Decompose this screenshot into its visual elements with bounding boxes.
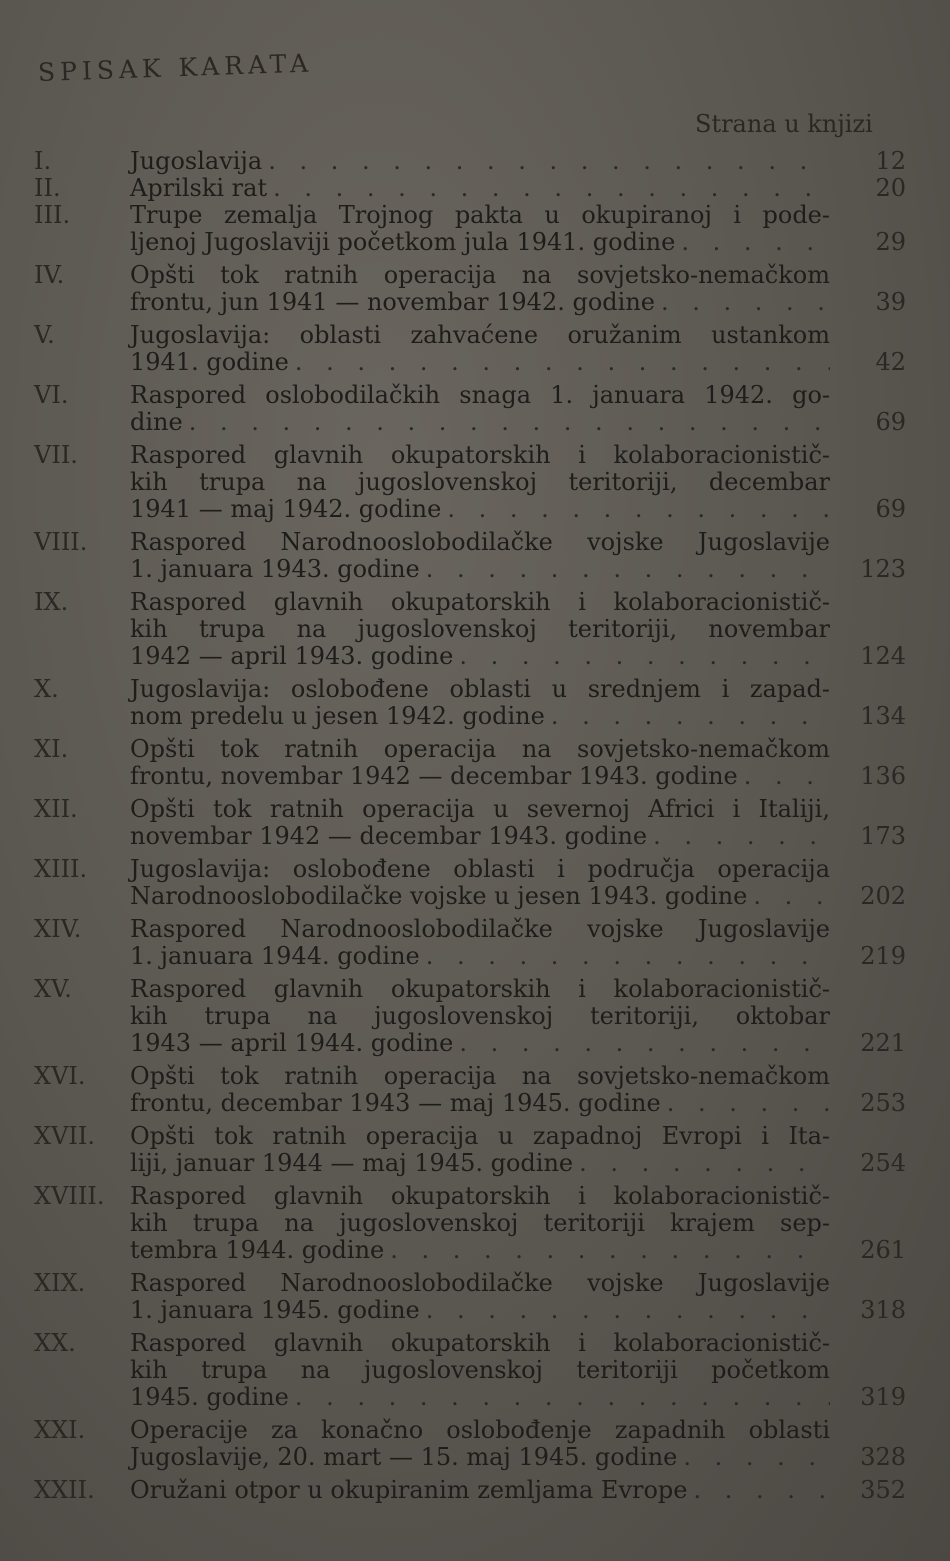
entry-title-line: Opšti tok ratnih operacija na sovjetsko-nemačkom [130,261,830,289]
entry-number: VII. [34,441,78,469]
leader-dots [551,703,830,730]
entry-title-text: novembar 1942 — decembar 1943. godine [130,822,648,850]
entry-title-last-line [130,148,830,175]
entry-title-last-line [130,643,830,670]
list-item [30,1417,910,1471]
list-item [30,736,910,790]
entry-title-line: Opšti tok ratnih operacija u severnoj Africi i Italiji, [130,795,830,823]
list-item [30,1123,910,1177]
entry-page-number: 219 [860,942,906,970]
entry-title-last-line [130,1477,830,1504]
entry-title-text: frontu, jun 1941 — novembar 1942. godine [130,288,655,316]
entry-title-last-line [130,883,830,910]
entry-title [130,856,830,910]
list-item [30,148,910,175]
entry-number: XX. [34,1329,76,1357]
maps-list [30,148,910,1504]
entry-title-text: 1941 — maj 1942. godine [130,495,442,523]
entry-title [130,1270,830,1324]
entry-title-last-line [130,229,830,256]
entry-page-number: 254 [860,1149,906,1177]
entry-title-last-line [130,943,830,970]
entry-title-text: ljenoj Jugoslaviji početkom jula 1941. godine [130,228,676,256]
entry-title-last-line [130,703,830,730]
entry-title [130,529,830,583]
entry-title-text: Oružani otpor u okupiranim zemljama Evrope [130,1476,688,1504]
leader-dots [653,823,830,850]
entry-title [130,976,830,1057]
entry-page-number: 253 [860,1089,906,1117]
entry-title-last-line [130,1030,830,1057]
entry-title [130,916,830,970]
leader-dots [295,349,830,376]
entry-title [130,589,830,670]
entry-page-number: 69 [875,495,906,523]
entry-number: IV. [34,261,65,289]
entry-title-line: Raspored glavnih okupatorskih i kolaboracionistič- [130,975,830,1003]
entry-title-text: 1945. godine [130,1383,289,1411]
entry-title [130,1063,830,1117]
entry-title-line: Jugoslavija: oblasti zahvaćene oružanim ustankom [130,321,830,349]
entry-title-text: 1. januara 1944. godine [130,942,420,970]
list-item [30,976,910,1057]
entry-number: XVIII. [34,1182,105,1210]
entry-title-text: 1. januara 1943. godine [130,555,420,583]
leader-dots [189,409,830,436]
list-item [30,796,910,850]
entry-title [130,676,830,730]
entry-page-number: 42 [875,348,906,376]
entry-title [130,262,830,316]
leader-dots [753,883,830,910]
entry-page-number: 173 [860,822,906,850]
list-item [30,529,910,583]
page-heading: SPISAK KARATA [37,48,314,87]
entry-number: III. [34,201,71,229]
entry-title-line: Opšti tok ratnih operacija u zapadnoj Evropi i Ita- [130,1122,830,1150]
entry-page-number: 134 [860,702,906,730]
leader-dots [447,496,830,523]
entry-title-line: Raspored glavnih okupatorskih i kolaboracionistič- [130,1329,830,1357]
entry-title-line: kih trupa na jugoslovenskoj teritoriji, novembar [130,615,830,643]
list-item [30,1477,910,1504]
entry-title-last-line [130,1297,830,1324]
entry-title-text: dine [130,408,183,436]
entry-number: XVI. [34,1062,86,1090]
list-item [30,676,910,730]
entry-title-text: 1941. godine [130,348,289,376]
entry-title-last-line [130,823,830,850]
entry-title-last-line [130,1384,830,1411]
leader-dots [744,763,830,790]
entry-title-text: liji, januar 1944 — maj 1945. godine [130,1149,574,1177]
entry-title [130,175,830,202]
entry-title-text: Jugoslavije, 20. mart — 15. maj 1945. godine [130,1443,678,1471]
list-item [30,589,910,670]
entry-title-last-line [130,289,830,316]
entry-number: V. [34,321,55,349]
entry-title-text: Narodnooslobodilačke vojske u jesen 1943. godine [130,882,748,910]
list-item [30,916,910,970]
entry-page-number: 136 [860,762,906,790]
entry-title [130,202,830,256]
entry-page-number: 319 [860,1383,906,1411]
entry-title-line: Opšti tok ratnih operacija na sovjetsko-nemačkom [130,1062,830,1090]
entry-number: II. [34,174,61,202]
entry-title-last-line [130,1237,830,1264]
entry-title-line: Raspored glavnih okupatorskih i kolaboracionistič- [130,1182,830,1210]
leader-dots [694,1477,831,1504]
entry-title-line: Raspored oslobodilačkih snaga 1. januara 1942. go- [130,381,830,409]
entry-number: XIX. [34,1269,86,1297]
list-item [30,202,910,256]
entry-number: XXII. [34,1476,95,1504]
entry-title [130,796,830,850]
list-item [30,1183,910,1264]
entry-title-last-line [130,763,830,790]
list-item [30,856,910,910]
leader-dots [681,229,830,256]
entry-title-line: Operacije za konačno oslobođenje zapadnih oblasti [130,1416,830,1444]
leader-dots [459,643,830,670]
entry-number: XV. [34,975,72,1003]
entry-title-line: kih trupa na jugoslovenskoj teritoriji početkom [130,1356,830,1384]
entry-title-last-line [130,556,830,583]
entry-number: VIII. [34,528,88,556]
entry-number: VI. [34,381,69,409]
entry-title-text: Jugoslavija [130,147,263,175]
leader-dots [459,1030,830,1057]
entry-title-text: nom predelu u jesen 1942. godine [130,702,545,730]
entry-title [130,148,830,175]
entry-page-number: 202 [860,882,906,910]
entry-title-line: kih trupa na jugoslovenskoj teritoriji, oktobar [130,1002,830,1030]
entry-title [130,322,830,376]
entry-title-line: Raspored glavnih okupatorskih i kolaboracionistič- [130,441,830,469]
leader-dots [426,943,830,970]
entry-page-number: 20 [875,174,906,202]
entry-title-last-line [130,409,830,436]
list-item [30,1330,910,1411]
leader-dots [390,1237,830,1264]
entry-title-line: Raspored glavnih okupatorskih i kolaboracionistič- [130,588,830,616]
entry-number: IX. [34,588,69,616]
entry-title-text: 1942 — april 1943. godine [130,642,454,670]
entry-page-number: 12 [875,147,906,175]
list-item [30,442,910,523]
leader-dots [426,1297,830,1324]
entry-title-line: Raspored Narodnooslobodilačke vojske Jugoslavije [130,1269,830,1297]
entry-page-number: 29 [875,228,906,256]
entry-title-line: Raspored Narodnooslobodilačke vojske Jugoslavije [130,528,830,556]
entry-number: XXI. [34,1416,86,1444]
entry-page-number: 328 [860,1443,906,1471]
leader-dots [661,289,830,316]
list-item [30,1063,910,1117]
list-item [30,262,910,316]
entry-title-line: kih trupa na jugoslovenskoj teritoriji krajem sep- [130,1209,830,1237]
entry-title-text: frontu, decembar 1943 — maj 1945. godine [130,1089,661,1117]
entry-number: XVII. [34,1122,96,1150]
entry-title-last-line [130,1090,830,1117]
entry-title [130,382,830,436]
entry-number: XIV. [34,915,82,943]
entry-page-number: 39 [875,288,906,316]
leader-dots [295,1384,830,1411]
leader-dots [667,1090,830,1117]
leader-dots [426,556,830,583]
entry-title-text: 1. januara 1945. godine [130,1296,420,1324]
entry-number: X. [34,675,59,703]
entry-title [130,1417,830,1471]
entry-title-text: 1943 — april 1944. godine [130,1029,454,1057]
entry-page-number: 221 [860,1029,906,1057]
list-item [30,322,910,376]
entry-page-number: 261 [860,1236,906,1264]
entry-title-line: Trupe zemalja Trojnog pakta u okupiranoj i pode- [130,201,830,229]
entry-number: XIII. [34,855,88,883]
entry-page-number: 123 [860,555,906,583]
entry-title-line: Jugoslavija: oslobođene oblasti u srednjem i zapad- [130,675,830,703]
leader-dots [273,175,830,202]
entry-number: XI. [34,735,69,763]
entry-title [130,1477,830,1504]
entry-title-last-line [130,1444,830,1471]
entry-title-last-line [130,1150,830,1177]
entry-title-last-line [130,349,830,376]
entry-title [130,442,830,523]
entry-title [130,1330,830,1411]
leader-dots [268,148,830,175]
entry-title-text: Aprilski rat [130,174,268,202]
page-column-label: Strana u knjizi [695,110,873,138]
entry-title [130,1123,830,1177]
entry-title [130,736,830,790]
entry-title-last-line [130,496,830,523]
entry-title-text: tembra 1944. godine [130,1236,385,1264]
entry-title-line: kih trupa na jugoslovenskoj teritoriji, decembar [130,468,830,496]
entry-number: I. [34,147,52,175]
leader-dots [579,1150,830,1177]
entry-title [130,1183,830,1264]
entry-page-number: 124 [860,642,906,670]
entry-title-text: frontu, novembar 1942 — decembar 1943. godine [130,762,738,790]
leader-dots [683,1444,830,1471]
entry-title-line: Jugoslavija: oslobođene oblasti i područja operacija [130,855,830,883]
entry-page-number: 69 [875,408,906,436]
entry-page-number: 352 [860,1476,906,1504]
list-item [30,175,910,202]
entry-title-last-line [130,175,830,202]
entry-title-line: Raspored Narodnooslobodilačke vojske Jugoslavije [130,915,830,943]
entry-title-line: Opšti tok ratnih operacija na sovjetsko-nemačkom [130,735,830,763]
entry-page-number: 318 [860,1296,906,1324]
entry-number: XII. [34,795,78,823]
list-item [30,382,910,436]
list-item [30,1270,910,1324]
